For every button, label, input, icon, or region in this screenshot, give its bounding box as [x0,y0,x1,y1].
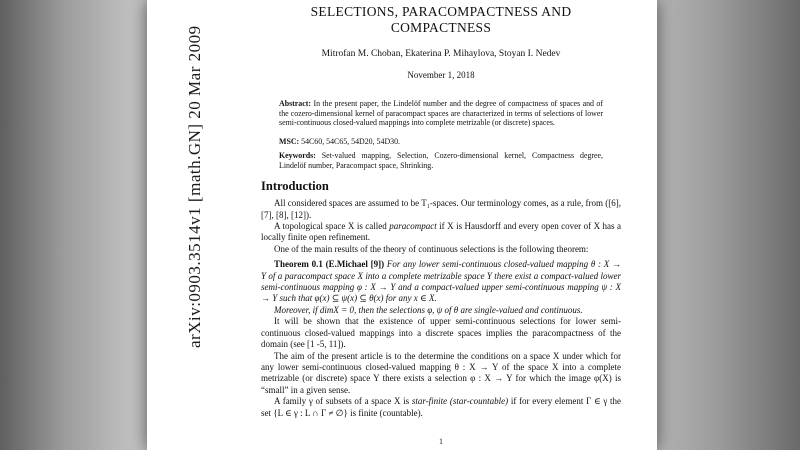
msc-label: MSC: [279,137,300,147]
msc-text: 54C60, 54C65, 54D20, 54D30. [301,137,401,147]
intro-paragraph-6 [261,396,621,419]
intro-paragraph-3 [261,244,621,255]
intro-p5-text: The aim of the present article is to the determine the conditions on a space X under which for any lower semi-continuous closed-valued mapping θ : X → Y of the space X into a complete metrizable (or discrete) space Y there exists a selection φ : X → Y for which the image φ(X) is “small” in a given sense. [261,350,621,395]
date-line: November 1, 2018 [407,70,475,80]
keywords-text: Set-valued mapping, Selection, Cozero-dimensional kernel, Compactness degree, Lindelöf number, Paracompact space, Shrinking. [279,150,603,170]
intro-p6-pre: A family γ of subsets of a space X is [274,396,412,407]
intro-paragraph-5 [261,351,621,397]
intro-p2-term: paracompact [389,221,437,232]
intro-p4-text: It will be shown that the existence of upper semi-continuous selections for lower semi-continuous closed-valued mappings into a discrete spaces implies the paracompactness of the domain (see [1 -5, 11]). [261,316,621,350]
keywords-line [279,151,603,170]
title-line-2: COMPACTNESS [390,20,492,35]
intro-paragraph-1 [261,198,621,221]
authors-line: Mitrofan M. Choban, Ekaterina P. Mihaylova, Stoyan I. Nedev [321,49,561,59]
abstract-label: Abstract: [279,99,311,108]
intro-p1-text: All considered spaces are assumed to be T₁-spaces. Our terminology comes, as a rule, from ([6], [7], [8], [12]). [261,198,621,220]
theorem-label: Theorem 0.1 (E.Michael [9]) [274,259,385,270]
arxiv-watermark: arXiv:0903.3514v1 [math.GN] 20 Mar 2009 [185,25,204,348]
intro-p2-post: if X is Hausdorff and every open cover of X has a locally finite open refinement. [261,221,621,243]
intro-p3-text: One of the main results of the theory of continuous selections is the following theorem: [274,243,589,254]
paper-title [261,4,621,36]
theorem-0-1 [261,259,621,305]
keywords-label: Keywords: [279,150,316,160]
theorem-statement: For any lower semi-continuous closed-valued mapping θ : X → Y of a paracompact space X into a complete metrizable space Y there exist a compact-valued lower semi-continuous mapping φ : X → Y and a compact-valued upper semi-continuous mapping ψ : X → Y such that φ(x) ⊆ ψ(x) ⊆ θ(x) for any x ∈ X. [261,259,622,304]
title-line-1: SELECTIONS, PARACOMPACTNESS AND [310,4,572,19]
section-heading-introduction: Introduction [261,179,329,194]
page-number: 1 [439,437,443,446]
msc-line [279,137,603,147]
theorem-moreover: Moreover, if dimX = 0, then the selections φ, ψ of θ are single-valued and continuous. [274,304,583,315]
paper-page [147,0,657,450]
intro-paragraph-4 [261,316,621,350]
intro-p6-term: star-finite (star-countable) [411,396,509,407]
abstract-text: In the present paper, the Lindelöf number and the degree of compactness of spaces and of the cozero-dimensional kernel of paracompact spaces are characterized in terms of selections of lower semi-continuous closed-valued mappings into complete metrizable (or discrete) spaces. [279,99,603,128]
abstract-block [279,99,603,128]
paper-content [261,0,621,450]
intro-p6-post: if for every element Γ ∈ γ the set {L ∈ γ : L ∩ Γ ≠ ∅} is finite (countable). [261,396,622,418]
intro-p2-pre: A topological space X is called [274,221,390,232]
intro-paragraph-2 [261,221,621,244]
